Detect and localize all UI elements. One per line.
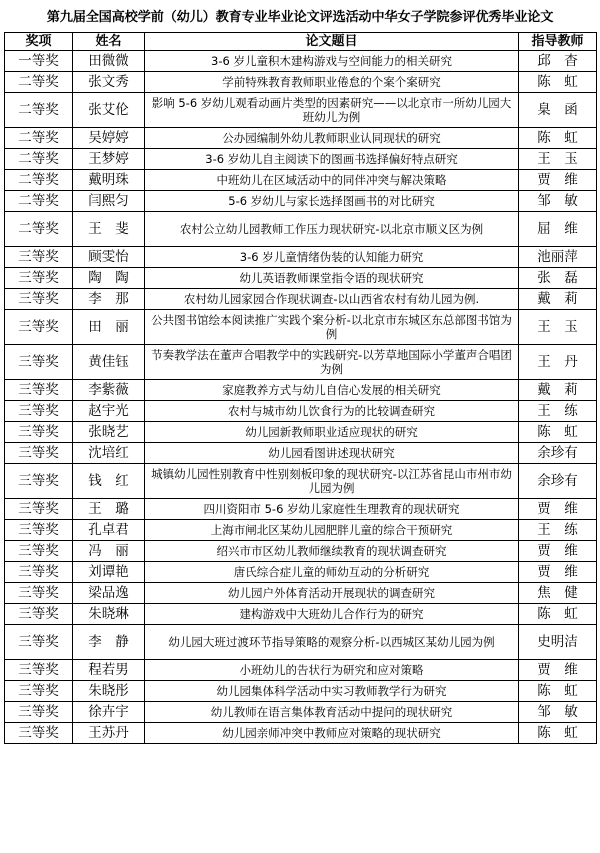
- topic-cell: 农村幼儿园家园合作现状调查-以山西省农村有幼儿园为例.: [145, 289, 519, 310]
- table-row: [5, 422, 597, 443]
- topic-cell: 学前特殊教育教师职业倦怠的个案个案研究: [145, 72, 519, 93]
- name-cell: 程若男: [73, 660, 145, 681]
- table-row: [5, 128, 597, 149]
- table-row: [5, 345, 597, 380]
- award-cell: 三等奖: [5, 401, 73, 422]
- table-row: [5, 583, 597, 604]
- header-advisor: 指导教师: [519, 33, 597, 51]
- table-row: [5, 443, 597, 464]
- table-body: [5, 51, 597, 744]
- award-cell: 三等奖: [5, 583, 73, 604]
- name-cell: 沈培红: [73, 443, 145, 464]
- award-cell: 三等奖: [5, 562, 73, 583]
- name-cell: 张文秀: [73, 72, 145, 93]
- table-row: [5, 289, 597, 310]
- table-row: [5, 625, 597, 660]
- table-row: [5, 499, 597, 520]
- header-name: 姓名: [73, 33, 145, 51]
- advisor-cell: 陈 虹: [519, 128, 597, 149]
- advisor-cell: 陈 虹: [519, 723, 597, 744]
- table-row: [5, 464, 597, 499]
- award-cell: 三等奖: [5, 604, 73, 625]
- name-cell: 赵宇光: [73, 401, 145, 422]
- name-cell: 王苏丹: [73, 723, 145, 744]
- topic-cell: 城镇幼儿园性别教育中性别刻板印象的现状研究-以江苏省昆山市州市幼儿园为例: [145, 464, 519, 499]
- name-cell: 田微微: [73, 51, 145, 72]
- name-cell: 李 那: [73, 289, 145, 310]
- table-row: [5, 604, 597, 625]
- award-cell: 三等奖: [5, 702, 73, 723]
- table-row: [5, 212, 597, 247]
- award-cell: 二等奖: [5, 149, 73, 170]
- table-row: [5, 541, 597, 562]
- topic-cell: 影响 5-6 岁幼儿观看动画片类型的因素研究——以北京市一所幼儿园大班幼儿为例: [145, 93, 519, 128]
- table-row: [5, 723, 597, 744]
- topic-cell: 中班幼儿在区域活动中的同伴冲突与解决策略: [145, 170, 519, 191]
- award-cell: 一等奖: [5, 51, 73, 72]
- advisor-cell: 余珍有: [519, 443, 597, 464]
- topic-cell: 幼儿园新教师职业适应现状的研究: [145, 422, 519, 443]
- award-cell: 三等奖: [5, 520, 73, 541]
- award-cell: 三等奖: [5, 310, 73, 345]
- name-cell: 张艾伦: [73, 93, 145, 128]
- table-row: [5, 170, 597, 191]
- advisor-cell: 邱 杳: [519, 51, 597, 72]
- advisor-cell: 戴 莉: [519, 380, 597, 401]
- name-cell: 刘谭艳: [73, 562, 145, 583]
- award-cell: 二等奖: [5, 212, 73, 247]
- advisor-cell: 戴 莉: [519, 289, 597, 310]
- name-cell: 戴明珠: [73, 170, 145, 191]
- award-cell: 二等奖: [5, 72, 73, 93]
- topic-cell: 四川资阳市 5-6 岁幼儿家庭性生理教育的现状研究: [145, 499, 519, 520]
- advisor-cell: 贾 维: [519, 562, 597, 583]
- advisor-cell: 邹 敏: [519, 191, 597, 212]
- advisor-cell: 陈 虹: [519, 422, 597, 443]
- topic-cell: 3-6 岁儿童情绪伪装的认知能力研究: [145, 247, 519, 268]
- award-cell: 三等奖: [5, 268, 73, 289]
- advisor-cell: 张 磊: [519, 268, 597, 289]
- name-cell: 钱 红: [73, 464, 145, 499]
- topic-cell: 小班幼儿的告状行为研究和应对策略: [145, 660, 519, 681]
- award-cell: 三等奖: [5, 723, 73, 744]
- award-cell: 二等奖: [5, 128, 73, 149]
- advisor-cell: 臬 函: [519, 93, 597, 128]
- name-cell: 李 静: [73, 625, 145, 660]
- topic-cell: 农村公立幼儿园教师工作压力现状研究-以北京市顺义区为例: [145, 212, 519, 247]
- advisor-cell: 屈 维: [519, 212, 597, 247]
- topic-cell: 幼儿园户外体育活动开展现状的调查研究: [145, 583, 519, 604]
- advisor-cell: 陈 虹: [519, 72, 597, 93]
- award-cell: 三等奖: [5, 443, 73, 464]
- table-row: [5, 702, 597, 723]
- advisor-cell: 贾 维: [519, 660, 597, 681]
- award-cell: 三等奖: [5, 345, 73, 380]
- advisor-cell: 王 玉: [519, 149, 597, 170]
- award-cell: 三等奖: [5, 499, 73, 520]
- name-cell: 闫熙匀: [73, 191, 145, 212]
- advisor-cell: 王 丹: [519, 345, 597, 380]
- topic-cell: 幼儿园大班过渡环节指导策略的观察分析-以西城区某幼儿园为例: [145, 625, 519, 660]
- name-cell: 张晓艺: [73, 422, 145, 443]
- table-row: [5, 401, 597, 422]
- topic-cell: 幼儿教师在语言集体教育活动中提问的现状研究: [145, 702, 519, 723]
- advisor-cell: 焦 健: [519, 583, 597, 604]
- topic-cell: 公办园编制外幼儿教师职业认同现状的研究: [145, 128, 519, 149]
- name-cell: 田 丽: [73, 310, 145, 345]
- topic-cell: 家庭教养方式与幼儿自信心发展的相关研究: [145, 380, 519, 401]
- table-row: [5, 660, 597, 681]
- name-cell: 梁品逸: [73, 583, 145, 604]
- award-cell: 三等奖: [5, 625, 73, 660]
- table-row: [5, 520, 597, 541]
- table-header-row: [5, 33, 597, 51]
- advisor-cell: 史明洁: [519, 625, 597, 660]
- table-row: [5, 72, 597, 93]
- table-row: [5, 268, 597, 289]
- award-cell: 三等奖: [5, 247, 73, 268]
- name-cell: 徐卉宇: [73, 702, 145, 723]
- advisor-cell: 陈 虹: [519, 681, 597, 702]
- topic-cell: 公共图书馆绘本阅读推广实践个案分析-以北京市东城区东总部图书馆为例: [145, 310, 519, 345]
- table-row: [5, 191, 597, 212]
- name-cell: 黄佳钰: [73, 345, 145, 380]
- topic-cell: 3-6 岁儿童积木建构游戏与空间能力的相关研究: [145, 51, 519, 72]
- topic-cell: 幼儿园集体科学活动中实习教师教学行为研究: [145, 681, 519, 702]
- topic-cell: 幼儿英语教师课堂指令语的现状研究: [145, 268, 519, 289]
- award-cell: 二等奖: [5, 93, 73, 128]
- topic-cell: 上海市闸北区某幼儿园肥胖儿童的综合干预研究: [145, 520, 519, 541]
- topic-cell: 5-6 岁幼儿与家长选择图画书的对比研究: [145, 191, 519, 212]
- header-topic: 论文题目: [145, 33, 519, 51]
- award-cell: 三等奖: [5, 380, 73, 401]
- name-cell: 朱晓琳: [73, 604, 145, 625]
- name-cell: 吴婷婷: [73, 128, 145, 149]
- award-cell: 三等奖: [5, 289, 73, 310]
- topic-cell: 绍兴市市区幼儿教师继续教育的现状调查研究: [145, 541, 519, 562]
- table-row: [5, 681, 597, 702]
- table-row: [5, 380, 597, 401]
- topic-cell: 建构游戏中大班幼儿合作行为的研究: [145, 604, 519, 625]
- award-table: [4, 32, 597, 744]
- table-row: [5, 93, 597, 128]
- name-cell: 李紫薇: [73, 380, 145, 401]
- topic-cell: 3-6 岁幼儿自主阅读下的图画书选择偏好特点研究: [145, 149, 519, 170]
- advisor-cell: 王 练: [519, 520, 597, 541]
- advisor-cell: 王 玉: [519, 310, 597, 345]
- name-cell: 顾雯怡: [73, 247, 145, 268]
- document-title: 第九届全国高校学前（幼儿）教育专业毕业论文评选活动中华女子学院参评优秀毕业论文: [46, 10, 554, 25]
- advisor-cell: 贾 维: [519, 541, 597, 562]
- advisor-cell: 贾 维: [519, 170, 597, 191]
- award-cell: 三等奖: [5, 660, 73, 681]
- award-cell: 三等奖: [5, 422, 73, 443]
- topic-cell: 幼儿园亲师冲突中教师应对策略的现状研究: [145, 723, 519, 744]
- advisor-cell: 贾 维: [519, 499, 597, 520]
- name-cell: 王 斐: [73, 212, 145, 247]
- award-cell: 二等奖: [5, 191, 73, 212]
- name-cell: 朱晓彤: [73, 681, 145, 702]
- advisor-cell: 王 练: [519, 401, 597, 422]
- advisor-cell: 邹 敏: [519, 702, 597, 723]
- name-cell: 陶 陶: [73, 268, 145, 289]
- topic-cell: 农村与城市幼儿饮食行为的比较调查研究: [145, 401, 519, 422]
- advisor-cell: 余珍有: [519, 464, 597, 499]
- name-cell: 王 璐: [73, 499, 145, 520]
- name-cell: 王梦婷: [73, 149, 145, 170]
- header-award: 奖项: [5, 33, 73, 51]
- name-cell: 孔卓君: [73, 520, 145, 541]
- table-row: [5, 562, 597, 583]
- award-cell: 三等奖: [5, 681, 73, 702]
- advisor-cell: 池丽萍: [519, 247, 597, 268]
- advisor-cell: 陈 虹: [519, 604, 597, 625]
- table-row: [5, 247, 597, 268]
- award-cell: 三等奖: [5, 464, 73, 499]
- topic-cell: 节奏教学法在董声合唱教学中的实践研究-以芳草地国际小学董声合唱团为例: [145, 345, 519, 380]
- award-cell: 二等奖: [5, 170, 73, 191]
- award-cell: 三等奖: [5, 541, 73, 562]
- topic-cell: 幼儿园看图讲述现状研究: [145, 443, 519, 464]
- table-row: [5, 310, 597, 345]
- table-row: [5, 51, 597, 72]
- name-cell: 冯 丽: [73, 541, 145, 562]
- topic-cell: 唐氏综合症儿童的师幼互动的分析研究: [145, 562, 519, 583]
- table-row: [5, 149, 597, 170]
